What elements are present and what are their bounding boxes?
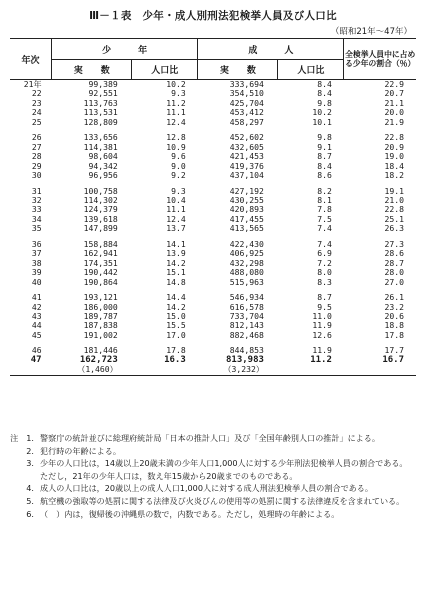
juvenile-ratio-cell: 16.3 (164, 354, 186, 365)
share-cell: 19.0 (384, 151, 404, 162)
year-header: 年次 (10, 39, 52, 80)
table-row (10, 152, 416, 161)
adult-count-cell: 437,104 (229, 170, 264, 181)
adult-ratio-cell: 8.7 (317, 292, 332, 303)
table-row (10, 118, 416, 127)
share-cell: 22.9 (384, 79, 404, 89)
year-cell: 26 (31, 132, 42, 143)
table-row (10, 133, 416, 142)
note-text: 航空機の強取等の処罰に関する法律及び火炎びんの使用等の処罰に関する法律違反を含まれている。 (40, 495, 405, 506)
table-row (10, 89, 416, 98)
juvenile-ratio-cell: 17.8 (166, 345, 186, 356)
juvenile-count-cell: 124,379 (83, 204, 118, 215)
juvenile-ratio-cell: 11.2 (166, 97, 186, 108)
juvenile-ratio-cell: 14.1 (166, 238, 186, 249)
table-row (10, 187, 416, 196)
juvenile-ratio-cell: 9.3 (171, 185, 186, 196)
juvenile-ratio-cell: 13.7 (166, 223, 186, 234)
note-label: 5. (26, 495, 34, 506)
share-cell: 27.0 (384, 276, 404, 287)
note-item (8, 508, 418, 521)
year-cell: 37 (31, 248, 42, 259)
adult-ratio-cell: 10.1 (312, 116, 332, 127)
juvenile-count-cell: 147,899 (83, 223, 118, 234)
year-cell: 24 (31, 107, 42, 118)
year-cell: 21年 (23, 79, 42, 89)
share-cell: 21.9 (384, 116, 404, 127)
adult-ratio-cell: 7.4 (317, 238, 332, 249)
adult-ratio-cell: 9.8 (317, 97, 332, 108)
table-row (10, 365, 416, 375)
adult-count-cell: 432,298 (229, 257, 264, 268)
juvenile-ratio-cell: 10.2 (166, 79, 186, 89)
table-row (10, 215, 416, 224)
juvenile-ratio-cell: 14.2 (166, 301, 186, 312)
juvenile-count-cell: 191,002 (83, 329, 118, 340)
juvenile-ratio-cell: 14.4 (166, 292, 186, 303)
year-cell: 34 (31, 213, 42, 224)
adult-ratio-cell: 8.1 (317, 194, 332, 205)
share-cell: 28.7 (384, 257, 404, 268)
juvenile-count-cell: 162,941 (83, 248, 118, 259)
note-label: 2. (26, 445, 34, 456)
juvenile-count-cell: 96,956 (88, 170, 118, 181)
juvenile-ratio-cell: 10.4 (166, 194, 186, 205)
adult-ratio-cell: 8.6 (317, 170, 332, 181)
table-row (10, 268, 416, 277)
juvenile-ratio-cell: 9.0 (171, 160, 186, 171)
note-text: 少年の人口比は，14歳以上20歳未満の少年人口1,000人に対する少年刑法犯検挙人員の割合である。 (40, 458, 408, 469)
year-cell: 44 (31, 320, 42, 331)
juvenile-ratio-cell: 12.8 (166, 132, 186, 143)
juvenile-ratio-cell: 15.1 (166, 267, 186, 278)
adult-count-cell: 420,893 (229, 204, 264, 215)
juvenile-count-cell: 133,656 (83, 132, 118, 143)
note-item (8, 470, 418, 483)
year-cell: 33 (31, 204, 42, 215)
adult-count-cell: 453,412 (229, 107, 264, 118)
note-label: 注 1. (10, 433, 34, 443)
table-title: Ⅲ－１表 少年・成人別刑法犯検挙人員及び人口比 (89, 10, 337, 22)
share-cell: 22.8 (384, 132, 404, 143)
adult-count-cell: 413,565 (229, 223, 264, 234)
juvenile-count-cell: 190,864 (83, 276, 118, 287)
share-cell: 20.6 (384, 310, 404, 321)
juvenile-count-cell: 187,838 (83, 320, 118, 331)
note-label: 6. (26, 508, 34, 519)
share-cell: 19.1 (384, 185, 404, 196)
adult-ratio-cell: 8.7 (317, 151, 332, 162)
adult-ratio-cell: 7.8 (317, 204, 332, 215)
note-text: 成人の人口比は，20歳以上の成人人口1,000人に対する成人刑法犯検挙人員の割合である。 (40, 483, 373, 494)
share-cell (344, 365, 416, 375)
adult-count-cell: 515,963 (229, 276, 264, 287)
adult-count-cell: 616,578 (229, 301, 264, 312)
share-cell: 21.1 (384, 97, 404, 108)
adult-count-cell: 430,255 (229, 194, 264, 205)
juvenile-ratio-cell: 14.2 (166, 257, 186, 268)
table-row (10, 303, 416, 312)
year-cell: 38 (31, 257, 42, 268)
note-label: 4. (26, 483, 34, 494)
share-cell: 20.7 (384, 88, 404, 99)
share-cell: 20.0 (384, 107, 404, 118)
table-row (10, 224, 416, 233)
juvenile-ratio-cell: 11.1 (166, 107, 186, 118)
notes (8, 432, 418, 520)
adult-count-cell: 417,455 (229, 213, 264, 224)
year-cell: 42 (31, 301, 42, 312)
adult-count-header: 実 数 (198, 60, 278, 80)
year-cell: 28 (31, 151, 42, 162)
note-item (8, 445, 418, 458)
note-text: （ ）内は，復帰後の沖縄県の数で，内数である。ただし，処理時の年齢による。 (40, 508, 340, 519)
year-cell: 41 (31, 292, 42, 303)
adult-ratio-cell: 11.9 (312, 320, 332, 331)
table-row (10, 312, 416, 321)
juvenile-count-cell: 94,342 (88, 160, 118, 171)
adult-count-cell: 844,853 (229, 345, 264, 356)
note-item (8, 495, 418, 508)
share-cell: 17.8 (384, 329, 404, 340)
year-cell: 47 (30, 354, 42, 365)
adult-header: 成 人 (198, 39, 344, 60)
juvenile-count-cell: 189,787 (83, 310, 118, 321)
share-cell: 18.4 (384, 160, 404, 171)
adult-ratio-cell: 10.2 (312, 107, 332, 118)
adult-count-cell: 354,510 (229, 88, 264, 99)
juvenile-count-cell: 113,763 (83, 97, 118, 108)
adult-ratio-cell: 8.0 (317, 267, 332, 278)
share-cell: 18.8 (384, 320, 404, 331)
share-cell: 25.1 (384, 213, 404, 224)
juvenile-header: 少 年 (52, 39, 198, 60)
adult-count-cell: 333,694 (229, 79, 264, 89)
adult-count-cell: 882,468 (229, 329, 264, 340)
juvenile-count-header: 実 数 (52, 60, 132, 80)
juvenile-ratio-cell: 14.8 (166, 276, 186, 287)
table-row (10, 80, 416, 90)
adult-ratio-cell: 8.3 (317, 276, 332, 287)
adult-ratio-cell: 12.6 (312, 329, 332, 340)
year-cell: 22 (31, 88, 42, 99)
table-row (10, 356, 416, 365)
table-row (10, 205, 416, 214)
juvenile-count-cell: 139,618 (83, 213, 118, 224)
year-cell: 25 (31, 116, 42, 127)
juvenile-count-cell: 114,381 (83, 141, 118, 152)
adult-count-cell: 427,192 (229, 185, 264, 196)
juvenile-count-cell: 158,884 (83, 238, 118, 249)
share-header: 全検挙人員中に占める少年の割合（％） (344, 39, 416, 80)
share-cell: 27.3 (384, 238, 404, 249)
year-cell: 23 (31, 97, 42, 108)
juvenile-count-cell: 98,604 (88, 151, 118, 162)
adult-ratio-cell: 8.4 (317, 88, 332, 99)
year-cell: 46 (31, 345, 42, 356)
adult-ratio-cell: 7.5 (317, 213, 332, 224)
adult-ratio-cell: 8.4 (317, 160, 332, 171)
year-cell: 45 (31, 329, 42, 340)
adult-count-cell: 422,430 (229, 238, 264, 249)
juvenile-count-cell: 128,809 (83, 116, 118, 127)
note-text: 犯行時の年齢による。 (40, 445, 121, 456)
juvenile-count-cell: （1,460） (52, 365, 132, 375)
share-cell: 17.7 (384, 345, 404, 356)
juvenile-ratio-cell: 9.6 (171, 151, 186, 162)
juvenile-ratio-cell: 15.0 (166, 310, 186, 321)
juvenile-ratio-cell: 9.2 (171, 170, 186, 181)
adult-ratio-cell: 11.0 (312, 310, 332, 321)
table-row (10, 196, 416, 205)
year-cell: 35 (31, 223, 42, 234)
table-row (10, 143, 416, 152)
adult-ratio-cell: 6.9 (317, 248, 332, 259)
juvenile-count-cell: 113,531 (83, 107, 118, 118)
adult-count-cell: 458,297 (229, 116, 264, 127)
table-row (10, 162, 416, 171)
juvenile-ratio-cell: 13.9 (166, 248, 186, 259)
adult-count-cell: 406,925 (229, 248, 264, 259)
table-row (10, 249, 416, 258)
adult-ratio-cell (278, 365, 344, 375)
note-item (8, 482, 418, 495)
adult-count-cell: 812,143 (229, 320, 264, 331)
adult-ratio-header: 人口比 (278, 60, 344, 80)
year-cell: 31 (31, 185, 42, 196)
adult-count-cell: 432,605 (229, 141, 264, 152)
share-cell: 16.7 (382, 354, 404, 365)
juvenile-ratio-cell: 11.1 (166, 204, 186, 215)
adult-count-cell: 452,602 (229, 132, 264, 143)
year-cell: 29 (31, 160, 42, 171)
adult-count-cell: 546,934 (229, 292, 264, 303)
note-text: ただし，21年の少年人口は，数え年15歳から20歳までのものである。 (40, 470, 298, 481)
juvenile-count-cell: 190,442 (83, 267, 118, 278)
share-cell: 26.1 (384, 292, 404, 303)
adult-count-cell: 488,080 (229, 267, 264, 278)
table-row (10, 346, 416, 355)
note-item (8, 432, 418, 445)
year-cell (10, 365, 52, 375)
year-cell: 43 (31, 310, 42, 321)
juvenile-count-cell: 92,551 (88, 88, 118, 99)
year-cell: 36 (31, 238, 42, 249)
adult-ratio-cell: 9.8 (317, 132, 332, 143)
juvenile-count-cell: 193,121 (83, 292, 118, 303)
juvenile-count-cell: 114,302 (83, 194, 118, 205)
juvenile-ratio-cell: 9.3 (171, 88, 186, 99)
table-row (10, 331, 416, 340)
table-body (10, 80, 416, 376)
juvenile-count-cell: 186,000 (83, 301, 118, 312)
table-row (10, 259, 416, 268)
adult-ratio-cell: 9.1 (317, 141, 332, 152)
table-row (10, 240, 416, 249)
adult-count-cell: （3,232） (198, 365, 278, 375)
year-cell: 32 (31, 194, 42, 205)
adult-ratio-cell: 8.4 (317, 79, 332, 89)
adult-ratio-cell: 8.2 (317, 185, 332, 196)
share-cell: 21.0 (384, 194, 404, 205)
table-row (10, 99, 416, 108)
note-text: 警察庁の統計並びに総理府統計局「日本の推計人口」及び「全国年齢別人口の推計」による。 (40, 433, 380, 443)
adult-count-cell: 733,704 (229, 310, 264, 321)
year-cell: 27 (31, 141, 42, 152)
share-cell: 23.2 (384, 301, 404, 312)
share-cell: 20.9 (384, 141, 404, 152)
year-cell: 40 (31, 276, 42, 287)
table-row (10, 171, 416, 180)
adult-ratio-cell: 7.4 (317, 223, 332, 234)
adult-count-cell: 421,453 (229, 151, 264, 162)
adult-ratio-cell: 9.5 (317, 301, 332, 312)
juvenile-count-cell: 99,389 (88, 79, 118, 89)
share-cell: 28.6 (384, 248, 404, 259)
adult-count-cell: 419,376 (229, 160, 264, 171)
year-cell: 30 (31, 170, 42, 181)
juvenile-ratio-cell: 17.0 (166, 329, 186, 340)
juvenile-ratio-header: 人口比 (132, 60, 198, 80)
table-row (10, 321, 416, 330)
juvenile-ratio-cell: 15.5 (166, 320, 186, 331)
juvenile-ratio-cell: 12.4 (166, 213, 186, 224)
adult-count-cell: 813,983 (225, 354, 264, 365)
adult-count-cell: 425,704 (229, 97, 264, 108)
year-cell: 39 (31, 267, 42, 278)
note-label: 3. (26, 458, 34, 469)
share-cell: 28.0 (384, 267, 404, 278)
juvenile-count-cell: 174,351 (83, 257, 118, 268)
period-label: （昭和21年～47年） (330, 27, 412, 37)
adult-ratio-cell: 7.2 (317, 257, 332, 268)
share-cell: 18.2 (384, 170, 404, 181)
juvenile-count-cell: 162,723 (79, 354, 118, 365)
juvenile-ratio-cell: 12.4 (166, 116, 186, 127)
table-row (10, 108, 416, 117)
juvenile-count-cell: 181,446 (83, 345, 118, 356)
adult-ratio-cell: 11.2 (310, 354, 332, 365)
adult-ratio-cell: 11.9 (312, 345, 332, 356)
table-row (10, 278, 416, 287)
juvenile-count-cell: 100,758 (83, 185, 118, 196)
note-label (8, 470, 40, 483)
juvenile-ratio-cell (132, 365, 198, 375)
share-cell: 22.8 (384, 204, 404, 215)
arrest-table (10, 38, 416, 376)
share-cell: 26.3 (384, 223, 404, 234)
juvenile-ratio-cell: 10.9 (166, 141, 186, 152)
table-row (10, 293, 416, 302)
note-item (8, 457, 418, 470)
